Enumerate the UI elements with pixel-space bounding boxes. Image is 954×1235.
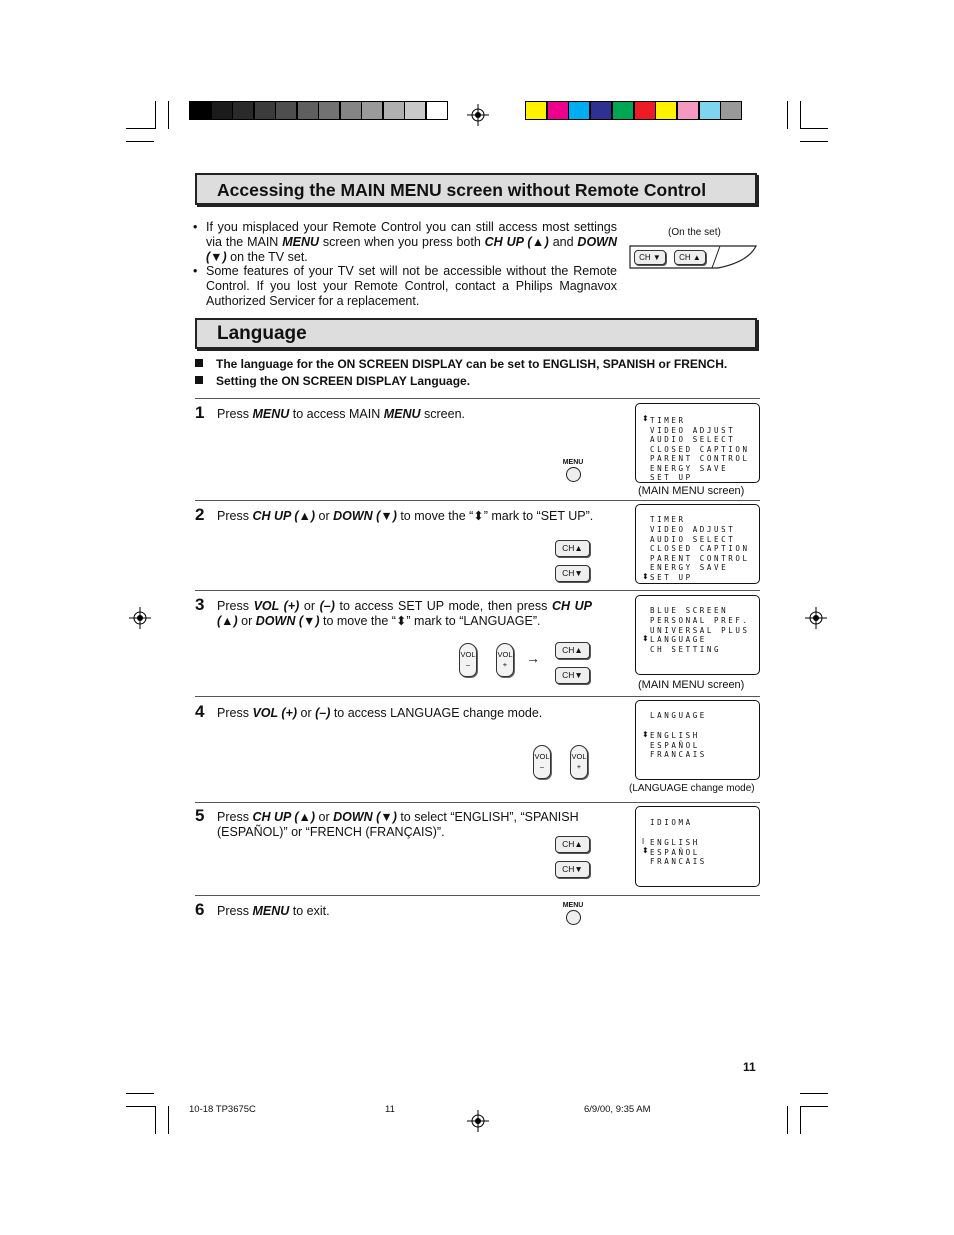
note-text: Setting the ON SCREEN DISPLAY Language. <box>216 374 471 388</box>
square-bullet-icon <box>195 359 203 367</box>
osd-screen-idioma: IDIOMA ǀ ENGLISH ⬍ ESPAÑOL FRANCAIS <box>635 806 760 887</box>
cursor-icon: ⬍ <box>642 730 649 739</box>
gray-swatch <box>254 101 276 120</box>
menu-button[interactable]: MENU <box>558 459 588 482</box>
panel-ch-down-button[interactable]: CH ▼ <box>634 250 666 265</box>
color-swatch <box>547 101 569 120</box>
osd-screen-main-menu: TIMER VIDEO ADJUST AUDIO SELECT CLOSED CAPTION PARENT CONTROL ENERGY SAVE ⬍ SET UP <box>635 504 760 584</box>
square-bullet-icon <box>195 376 203 384</box>
color-swatch <box>655 101 677 120</box>
step-number: 2 <box>195 505 205 524</box>
vol-plus-button[interactable]: VOL + <box>570 745 588 779</box>
panel-ch-up-button[interactable]: CH ▲ <box>674 250 706 265</box>
ch-up-button[interactable]: CH▲ <box>555 642 590 659</box>
ch-up-button[interactable]: CH▲ <box>555 836 590 853</box>
divider <box>195 696 760 697</box>
step-text: Press MENU to access MAIN MENU screen. <box>217 407 466 421</box>
menu-button[interactable]: MENU <box>558 902 588 925</box>
divider <box>195 590 760 591</box>
divider <box>195 398 760 399</box>
step-text: Press VOL (+) or (–) to access LANGUAGE change mode. <box>217 706 543 720</box>
footer-center: 11 <box>385 1104 395 1115</box>
cursor-small-icon: ǀ <box>642 837 645 846</box>
section-header <box>195 318 757 349</box>
cursor-icon: ⬍ <box>642 846 649 855</box>
cursor-icon: ⬍ <box>642 572 649 581</box>
divider <box>195 895 760 896</box>
step-text: Press CH UP (▲) or DOWN (▼) to move the “⬍” mark to “SET UP”. <box>217 509 594 523</box>
osd-screen-main-menu: ⬍ TIMER VIDEO ADJUST AUDIO SELECT CLOSED CAPTION PARENT CONTROL ENERGY SAVE SET UP <box>635 403 760 483</box>
bullet-item: • If you misplaced your Remote Control you can still access most settings via the MAIN MENU screen when you press both CH UP (▲) and DOWN (▼) on the TV set. <box>193 220 617 264</box>
panel-caption: (On the set) <box>668 227 721 238</box>
gray-swatch <box>426 101 448 120</box>
footer-right: 6/9/00, 9:35 AM <box>584 1104 651 1115</box>
screen-caption: (LANGUAGE change mode) <box>629 783 755 794</box>
cursor-icon: ⬍ <box>642 414 649 423</box>
section-title: Accessing the MAIN MENU screen without Remote Control <box>217 180 707 200</box>
step-number: 1 <box>195 403 205 422</box>
note-text: The language for the ON SCREEN DISPLAY can be set to ENGLISH, SPANISH or FRENCH. <box>216 357 728 371</box>
registration-mark-icon <box>805 607 827 629</box>
step-text: Press CH UP (▲) or DOWN (▼) to select “ENGLISH”, “SPANISH (ESPAÑOL)” or “FRENCH (FRANÇAIS)”. <box>217 810 579 839</box>
color-swatch <box>699 101 721 120</box>
page-number: 11 <box>743 1060 756 1074</box>
step-text: Press MENU to exit. <box>217 904 330 918</box>
registration-mark-icon <box>467 1110 489 1132</box>
registration-mark-icon <box>129 607 151 629</box>
divider <box>195 500 760 501</box>
ch-up-button[interactable]: CH▲ <box>555 540 590 557</box>
color-swatch <box>568 101 590 120</box>
bullet-text: Some features of your TV set will not be accessible without the Remote Control. If you lost your Remote Control, contact a Philips Magnavox Authorized Servicer for a replacement. <box>206 264 617 308</box>
gray-swatch <box>232 101 254 120</box>
color-swatch <box>612 101 634 120</box>
gray-swatch <box>318 101 340 120</box>
ch-down-button[interactable]: CH▼ <box>555 667 590 684</box>
registration-mark-icon <box>467 104 489 126</box>
gray-swatch <box>383 101 405 120</box>
gray-swatch <box>361 101 383 120</box>
color-swatch <box>590 101 612 120</box>
section-header <box>195 173 757 205</box>
divider <box>195 802 760 803</box>
vol-minus-button[interactable]: VOL – <box>533 745 551 779</box>
step-text: Press VOL (+) or (–) to access SET UP mode, then press CH UP (▲) or DOWN (▼) to move the “⬍” mark to “LANGUAGE”. <box>217 599 592 628</box>
ch-down-button[interactable]: CH▼ <box>555 565 590 582</box>
ch-down-button[interactable]: CH▼ <box>555 861 590 878</box>
screen-caption: (MAIN MENU screen) <box>638 485 745 497</box>
arrow-right-icon: → <box>526 650 540 666</box>
gray-swatch <box>189 101 211 120</box>
bullet-text: If you misplaced your Remote Control you can still access most settings via the MAIN MENU screen when you press both CH UP (▲) and DOWN (▼) on the TV set. <box>206 220 617 264</box>
gray-swatch <box>297 101 319 120</box>
color-swatch <box>525 101 547 120</box>
vol-minus-button[interactable]: VOL – <box>459 643 477 677</box>
section-title: Language <box>217 323 307 344</box>
step-number: 4 <box>195 702 205 721</box>
step-number: 5 <box>195 806 205 825</box>
vol-plus-button[interactable]: VOL + <box>496 643 514 677</box>
footer-left: 10-18 TP3675C <box>189 1104 256 1115</box>
gray-swatch <box>275 101 297 120</box>
gray-swatch <box>340 101 362 120</box>
osd-screen-language: LANGUAGE ⬍ ENGLISH ESPAÑOL FRANCAIS <box>635 700 760 780</box>
gray-swatch <box>404 101 426 120</box>
osd-screen-setup: BLUE SCREEN PERSONAL PREF. UNIVERSAL PLUS ⬍ LANGUAGE CH SETTING <box>635 595 760 675</box>
bullet-item: • Some features of your TV set will not be accessible without the Remote Control. If you lost your Remote Control, contact a Philips Magnavox Authorized Servicer for a replacement. <box>193 264 617 308</box>
color-swatch <box>634 101 656 120</box>
gray-swatch <box>211 101 233 120</box>
color-swatch <box>720 101 742 120</box>
step-number: 3 <box>195 595 205 614</box>
cursor-icon: ⬍ <box>642 634 649 643</box>
step-number: 6 <box>195 900 205 919</box>
color-swatch <box>677 101 699 120</box>
screen-caption: (MAIN MENU screen) <box>638 679 745 691</box>
